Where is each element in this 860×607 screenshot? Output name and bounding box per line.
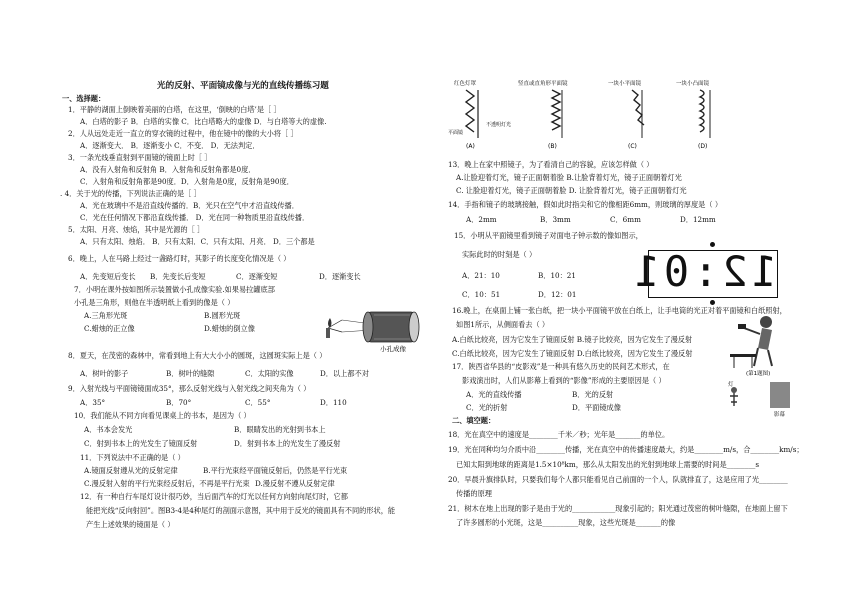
q9-option-c: C．55° — [245, 398, 271, 407]
q2: 2．人从远处走近一直立的穿衣镜的过程中，他在镜中的像的大小将［ ］ — [68, 129, 298, 138]
q3-option-cd: C．入射角和反射角都是90度．D．入射角是0度，反射角是90度． — [80, 177, 294, 186]
q16-option-ab: A.白纸比较亮，因为它发生了镜面反射 B.镜子比较亮，因为它发生了漫反射 — [452, 335, 693, 344]
q19-line2: 已知太阳到地球的距离是1.5×10⁸km，那么从太阳发出的光射到地球上需要的时间是________s — [456, 460, 760, 469]
q14: 14．手指和镜子的玻璃接触，假如此时指尖和它的像相距6mm，则玻璃的厚度是（ ） — [448, 200, 723, 209]
q9-option-b: B．70° — [166, 398, 192, 407]
q10: 10．我们能从不同方向看见课桌上的书本，是因为（ ） — [74, 411, 251, 420]
q17-option-a: A．光的直线传播 — [466, 390, 522, 399]
label-small-mirror: 一块小平面镜 — [608, 81, 642, 87]
q6-option-d: D．逐渐变长 — [319, 272, 361, 281]
tail-light-c — [608, 79, 644, 150]
label-lamp: 灯 — [728, 382, 734, 388]
q14-option-a: A．2mm — [466, 215, 497, 224]
q7-option-b: B.圆形光斑 — [204, 311, 241, 320]
tail-light-b — [518, 79, 568, 150]
q13-option-cd: C. 让脸迎着灯光，镜子正面朝着脸 D. 让脸背着灯光，镜子正面朝着灯光 — [456, 186, 687, 195]
q3: 3．一条光线垂直射到平面镜的镜面上时［ ］ — [68, 153, 212, 162]
q17-option-d: D．平面镜成像 — [572, 403, 621, 412]
q8-option-a: A．树叶的影子 — [80, 369, 129, 378]
q6-option-b: B．先变长后变短 — [150, 272, 206, 281]
q17-option-c: C．光的折射 — [466, 403, 508, 412]
q16-option-cd: C.白纸比较亮，因为它发生了镜面反射 D.白纸比较亮，因为它发生了漫反射 — [452, 349, 693, 358]
q17: 17．陕西省华县的“皮影戏”是一种具有悠久历史的民间艺术形式，在 — [452, 362, 670, 371]
q9-option-a: A．35° — [80, 398, 106, 407]
q7-option-d: D.蜡烛的倒立像 — [204, 324, 255, 333]
q17-line2: 影戏演出时，人们从影幕上看到的“影像”形成的主要原因是（ ） — [462, 376, 666, 385]
caption-b: (B) — [548, 143, 557, 150]
q11-option-d: D.漫反射不遵从反射定律 — [255, 479, 335, 488]
q11-option-b: B.平行光束经平面镜反射后，仍然是平行光束 — [203, 466, 348, 475]
q12-line2: 能把光线“反向射回”。图B3-4是4种尾灯的剖面示意图，其中用于反光的镜面具有不同的形状，能 — [86, 506, 396, 515]
q16-line2: 如图1所示，从侧面看去（ ） — [456, 320, 550, 329]
q5: 5．太阳、月亮、烛焰，其中是光源的［ ］ — [68, 225, 205, 234]
q3-option-ab: A．没有入射角和反射角 B．入射角和反射角都是0度． — [80, 165, 256, 174]
pinhole-figure-caption: 小孔成像 — [380, 345, 406, 352]
figure16-caption: (第1题图) — [746, 371, 771, 377]
label-red-cover: 红色灯罩 — [454, 81, 477, 87]
q2-options: A．逐渐变大． B．逐渐变小 C．不变． D．无法判定． — [80, 141, 260, 150]
label-plane-mirror: 平面镜 — [448, 130, 464, 136]
q14-option-c: C．6mm — [610, 215, 641, 224]
q10-option-b: B．眼睛发出的光射到书本上 — [234, 425, 326, 434]
q8-option-c: C．太阳的实像 — [245, 369, 294, 378]
section-choice: 一、选择题： — [62, 94, 106, 103]
q10-option-c: C．射到书本上的光发生了镜面反射 — [84, 439, 198, 448]
section-fill-in: 二、填空题： — [452, 416, 496, 425]
q6-option-c: C．逐渐变短 — [236, 272, 278, 281]
label-screen: 影幕 — [774, 412, 786, 418]
caption-d: (D) — [698, 143, 708, 150]
q15: 15．小明从平面镜里看到镜子对面电子钟示数的像如图示， — [454, 231, 643, 240]
q13-option-ab: A.让脸迎着灯光，镜子正面朝着脸 B.让脸背着灯光，镜子正面朝着灯光 — [456, 173, 682, 182]
q16: 16.晚上，在桌面上铺一张白纸，把一块小平面镜平放在白纸上，让手电筒的光正对着平面镜和白纸照射， — [452, 306, 787, 315]
mirror-clock-digits: 12:01 — [630, 247, 777, 296]
q10-option-a: A．书本会发光 — [84, 425, 133, 434]
q21: 21．树木在地上出现的影子是由于光的____________现象引起的；阳光通过茂密的树叶缝隙，在地面上留下 — [448, 504, 788, 513]
q5-options: A．只有太阳、烛焰． B．只有太阳．C．只有太阳、月亮． D．三个都是 — [80, 237, 315, 246]
label-opaque: 不透明灯光 — [486, 122, 512, 128]
clock-dot-bottom — [710, 300, 715, 305]
q1: 1．平静的湖面上倒映着美丽的白塔，在这里，‘倒映的白塔’是［ ］ — [68, 105, 281, 114]
q20-line2: 传播的原理 — [456, 489, 492, 498]
flashlight-and-shadow-figure — [726, 312, 806, 420]
q1-options: A．白塔的影子 B．白塔的实像 C．比白塔略大的虚像 D．与白塔等大的虚像. — [80, 117, 327, 126]
q4: . 4．关于光的传播，下列说法正确的是［ ］ — [60, 189, 201, 198]
tail-light-d — [676, 79, 710, 150]
tail-light-a — [448, 79, 511, 150]
q8-option-b: B．树叶的缝隙 — [166, 369, 215, 378]
q4-option-cd: C．光在任何情况下都沿直线传播． D．光在同一种物质里沿直线传播． — [80, 213, 310, 222]
q15-option-c: C．10：51 — [462, 290, 501, 299]
q8: 8．夏天，在茂密的森林中，常看到地上有大大小小的圆斑，这圆斑实际上是（ ） — [68, 351, 327, 360]
q18: 18．光在真空中的速度是________千米／秒；光年是_______的单位。 — [448, 430, 670, 439]
q13: 13．晚上在家中照镜子，为了看清自己的容貌，应该怎样做（ ） — [448, 160, 654, 169]
q15-option-b: B．10：21 — [538, 271, 576, 280]
tail-light-figure — [448, 76, 738, 150]
q11: 11．下列说法中不正确的是（ ） — [80, 453, 185, 462]
caption-a: (A) — [466, 143, 475, 150]
q6-option-a: A．先变短后变长 — [80, 272, 136, 281]
label-vertical-mirror: 竖直或直角形平面镜 — [518, 81, 568, 87]
q4-option-ab: A．光在玻璃中不是沿直线传播的．B．光只在空气中才沿直线传播． — [80, 201, 299, 210]
q11-option-c: C.漫反射入射的平行光束经反射后，不再是平行光束 — [84, 479, 250, 488]
q12-line3: 产生上述效果的镜面是（ ） — [86, 520, 175, 529]
q14-option-d: D．12mm — [680, 215, 716, 224]
caption-c: (C) — [628, 143, 637, 150]
q8-option-d: D．以上都不对 — [320, 369, 369, 378]
mirror-clock — [630, 247, 778, 298]
clock-dot-top — [710, 242, 715, 247]
q14-option-b: B．3mm — [540, 215, 571, 224]
q15-option-a: A．21：10 — [462, 271, 500, 280]
q15-option-d: D．12：01 — [538, 290, 577, 299]
q20: 20．早晨升旗排队时，只要我们每个人都只能看见自己前面的一个人，队就排直了，这是应用了光________ — [448, 475, 788, 484]
q7-option-c: C.蜡烛的正立像 — [84, 324, 135, 333]
q7-option-a: A.三角形光斑 — [84, 311, 128, 320]
q7-line2: 小孔是三角形，则他在半透明纸上看到的像是（ ） — [74, 298, 235, 307]
q21-line2: 了许多圆形的小光斑，这是__________现象，这些光斑是_______的像 — [456, 518, 676, 527]
q9: 9．入射光线与平面镜镜面成35°，那么反射光线与入射光线之间夹角为（ ） — [68, 384, 311, 393]
pinhole-camera-figure — [322, 300, 432, 352]
q9-option-d: D．110 — [320, 398, 347, 407]
q10-option-d: D．射到书本上的光发生了漫反射 — [234, 439, 341, 448]
q12: 12．有一种自行车尾灯设计很巧妙，当后面汽车的灯光以任何方向射向尾灯时，它都 — [80, 492, 348, 501]
page-title: 光的反射、平面镜成像与光的直线传播练习题 — [157, 81, 329, 91]
q6: 6．晚上，人在马路上经过一盏路灯时，其影子的长度变化情况是（ ） — [68, 254, 291, 263]
q17-option-b: B．光的反射 — [572, 390, 614, 399]
q7: 7．小明在课外按如图所示装置做小孔成像实验.如果易拉罐底部 — [74, 285, 275, 294]
q11-option-a: A.镜面反射遵从光的反射定律 — [84, 466, 178, 475]
q15-line2: 实际此时的时刻是（ ） — [462, 250, 537, 259]
q19: 19．光在同种均匀介质中沿________传播，光在真空中的传播速度最大，约是________m/s，合________km/s； — [448, 445, 804, 454]
label-convex-mirror: 一块小凸面镜 — [676, 81, 710, 87]
